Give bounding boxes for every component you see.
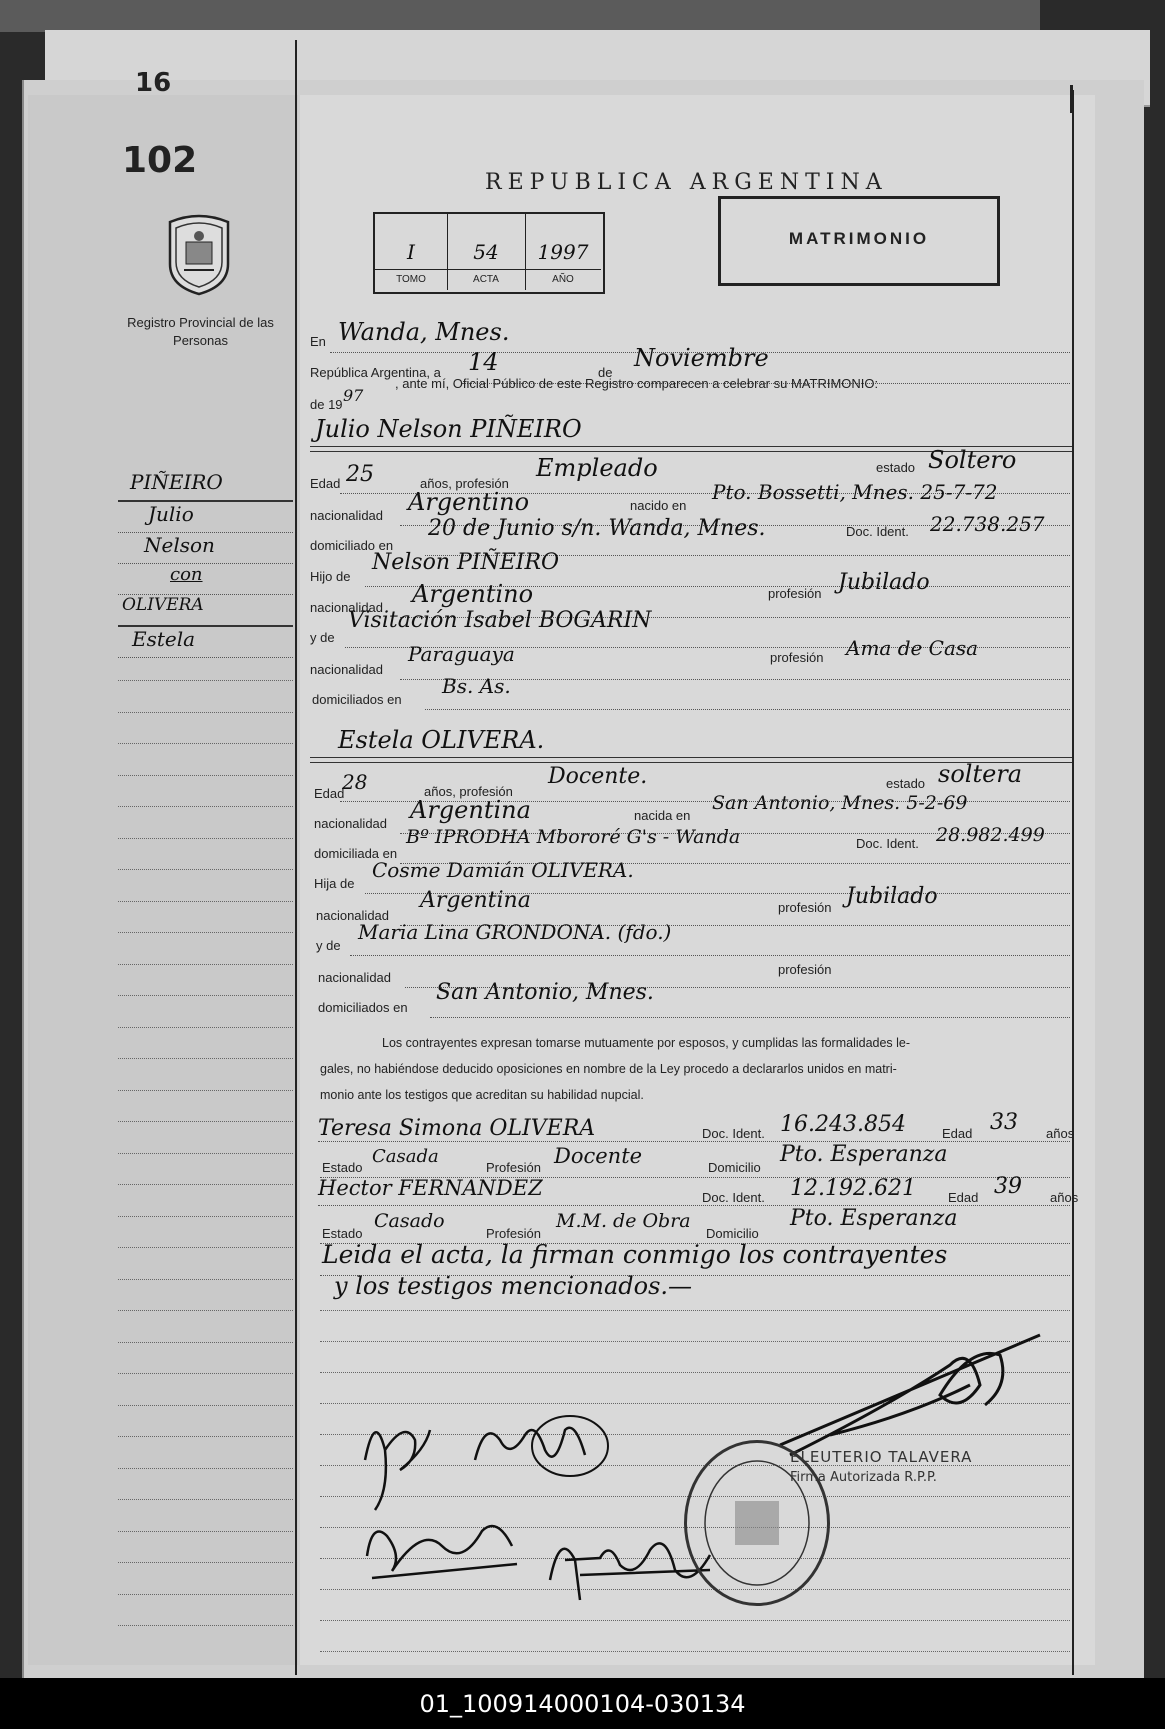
bride-signature-icon [470, 1410, 610, 1482]
groom-age: 25 [346, 462, 374, 487]
ruled-line [118, 932, 293, 933]
ruled-line [118, 1562, 293, 1563]
witness2-doc-label: Doc. Ident. [702, 1190, 765, 1205]
ruled-line [118, 1594, 293, 1595]
ruled-line [118, 1121, 293, 1122]
ruled-line [118, 1247, 293, 1248]
year-suffix: 97 [343, 386, 364, 405]
officer-name: ELEUTERIO TALAVERA [790, 1448, 973, 1466]
ruled-line [118, 1499, 293, 1500]
bride-nacida-label: nacida en [634, 808, 691, 823]
ruled-line [118, 1405, 293, 1406]
groom-doc: 22.738.257 [930, 512, 1045, 536]
right-tick [1070, 85, 1073, 113]
country-heading: REPUBLICA ARGENTINA [485, 170, 888, 195]
groom-father-nat-label: nacionalidad [310, 600, 384, 615]
ruled-line [320, 1310, 1070, 1311]
witness1-estado: Casada [372, 1146, 439, 1167]
margin-annotation [118, 470, 293, 658]
ruled-line [118, 1184, 293, 1185]
ruled-line [118, 1373, 293, 1374]
witness1-age: 33 [990, 1110, 1018, 1135]
line-w1a [318, 1141, 1070, 1142]
ruled-line [118, 1058, 293, 1059]
groom-address: 20 de Junio s/n. Wanda, Mnes. [428, 516, 766, 541]
witness1-signature-icon [362, 1516, 522, 1586]
groom-father-prof-label: profesión [768, 586, 822, 601]
bride-father: Cosme Damián OLIVERA. [372, 858, 634, 882]
groom-father-profession: Jubilado [838, 570, 930, 595]
witness2-estado: Casado [374, 1210, 445, 1232]
witness1-doc-label: Doc. Ident. [702, 1126, 765, 1141]
groom-parents-dom-label: domiciliados en [312, 692, 402, 707]
acta-label: ACTA [447, 269, 525, 290]
bride-doc-label: Doc. Ident. [856, 836, 919, 851]
ruled-line [118, 869, 293, 870]
witness1-profesion-label: Profesión [486, 1160, 541, 1175]
groom-anos-profesion-label: años, profesión [420, 476, 509, 491]
bride-mother-nat-label: nacionalidad [318, 970, 392, 985]
bride-profession: Docente. [548, 764, 648, 789]
ano-value: 1997 [537, 240, 589, 264]
en-label: En [310, 334, 326, 349]
groom-hijo-label: Hijo de [310, 569, 351, 584]
bride-age: 28 [342, 770, 368, 794]
top-strip [0, 0, 1040, 32]
witness2-estado-label: Estado [322, 1226, 363, 1241]
ruled-line [118, 743, 293, 744]
groom-nationality: Argentino [408, 488, 530, 516]
groom-mother-profession: Ama de Casa [846, 636, 979, 660]
witness2-name: Hector FERNANDEZ [318, 1176, 543, 1200]
ruled-line [118, 964, 293, 965]
groom-doc-label: Doc. Ident. [846, 524, 909, 539]
ruled-line [118, 1531, 293, 1532]
groom-mother-nat-label: nacionalidad [310, 662, 384, 677]
margin-rule [295, 40, 297, 1675]
registry-name: Registro Provincial de las Personas [127, 315, 274, 348]
ano-cell [525, 214, 601, 290]
bride-domiciliada-label: domiciliada en [314, 846, 398, 861]
ruled-line [118, 995, 293, 996]
witness2-address: Pto. Esperanza [790, 1206, 958, 1231]
ruled-line [118, 1468, 293, 1469]
witness2-doc: 12.192.621 [790, 1176, 916, 1201]
bride-father-nat-label: nacionalidad [316, 908, 390, 923]
officer-title: Firma Autorizada R.P.P. [790, 1470, 937, 1485]
line-g8 [425, 709, 1070, 710]
groom-nacionalidad-label: nacionalidad [310, 508, 384, 523]
witness1-profession: Docente [554, 1144, 643, 1168]
ruled-line [118, 775, 293, 776]
witness2-profession: M.M. de Obra [556, 1210, 691, 1232]
line-b8 [430, 1017, 1070, 1018]
bride-estado: soltera [938, 760, 1023, 788]
groom-estado-label: estado [876, 460, 916, 475]
bride-mother: Maria Lina GRONDONA. (fdo.) [358, 920, 672, 944]
witness1-doc: 16.243.854 [780, 1112, 906, 1137]
bride-birthplace: San Antonio, Mnes. 5-2-69 [712, 792, 968, 814]
groom-mother: Visitación Isabel BOGARIN [348, 608, 652, 633]
ruled-line [118, 1279, 293, 1280]
witness1-edad-label: Edad [942, 1126, 973, 1141]
ruled-line [320, 1620, 1070, 1621]
acta-cell [447, 214, 526, 290]
groom-domiciliado-label: domiciliado en [310, 538, 394, 553]
bride-father-prof-label: profesión [778, 900, 832, 915]
groom-father: Nelson PIÑEIRO [372, 550, 560, 575]
bride-estado-label: estado [886, 776, 926, 791]
groom-birthplace: Pto. Bossetti, Mnes. 25-7-72 [712, 480, 998, 504]
ruled-line [118, 680, 293, 681]
tomo-cell [375, 214, 448, 290]
de-label: de [598, 365, 613, 380]
witness2-edad-label: Edad [948, 1190, 979, 1205]
line-b6 [350, 955, 1070, 956]
groom-parents-address: Bs. As. [442, 674, 511, 698]
republic-label: República Argentina, a [310, 365, 441, 380]
bride-nacionalidad-label: nacionalidad [314, 816, 388, 831]
right-rule [1072, 90, 1074, 1675]
groom-edad-label: Edad [310, 476, 341, 491]
witness1-anos-label: años [1046, 1126, 1075, 1141]
provincial-seal-icon [160, 212, 238, 296]
ruled-line [118, 901, 293, 902]
page-number: 102 [122, 140, 198, 181]
groom-nacido-label: nacido en [630, 498, 687, 513]
ruled-line [118, 1310, 293, 1311]
groom-mother-nationality: Paraguaya [408, 642, 515, 666]
bride-nationality: Argentina [410, 796, 531, 824]
margin-line-6: Estela [118, 627, 293, 658]
bride-edad-label: Edad [314, 786, 345, 801]
bride-hija-label: Hija de [314, 876, 355, 891]
margin-line-3: Nelson [118, 533, 293, 564]
document-type-box [718, 196, 1000, 286]
bride-yde-label: y de [316, 938, 341, 953]
groom-estado: Soltero [928, 446, 1017, 474]
place: Wanda, Mnes. [338, 318, 510, 346]
ruled-line [118, 838, 293, 839]
year-prefix: de 19 [310, 397, 343, 412]
declaration-line-1: Los contrayentes expresan tomarse mutuamente por esposos, y cumplidas las formalidades le- [382, 1036, 911, 1050]
corner-number: 16 [135, 68, 172, 98]
intro-text: , ante mí, Oficial Público de este Registro comparecen a celebrar su MATRIMONIO: [395, 376, 879, 391]
margin-line-1: PIÑEIRO [118, 470, 293, 502]
witness1-domicilio-label: Domicilio [708, 1160, 761, 1175]
witness2-domicilio-label: Domicilio [706, 1226, 759, 1241]
margin-line-4: con [118, 564, 293, 595]
witness2-age: 39 [994, 1174, 1022, 1199]
bride-parents-address: San Antonio, Mnes. [436, 980, 654, 1005]
witness1-estado-label: Estado [322, 1160, 363, 1175]
ruled-line [118, 1436, 293, 1437]
groom-yde-label: y de [310, 630, 335, 645]
bride-address: Bº IPRODHA Mbororé G's - Wanda [406, 826, 741, 848]
groom-father-nationality: Argentino [412, 580, 534, 608]
closing-line-2: y los testigos mencionados.— [334, 1272, 693, 1300]
document-type: MATRIMONIO [788, 229, 930, 248]
witness2-profesion-label: Profesión [486, 1226, 541, 1241]
ruled-line [118, 1090, 293, 1091]
bride-father-profession: Jubilado [846, 884, 938, 909]
witness1-address: Pto. Esperanza [780, 1142, 948, 1167]
official-stamp [684, 1440, 830, 1606]
ruled-line [118, 1027, 293, 1028]
day: 14 [468, 348, 499, 376]
acta-value: 54 [473, 240, 499, 264]
ruled-line [118, 1342, 293, 1343]
ruled-line [118, 1625, 293, 1626]
groom-name: Julio Nelson PIÑEIRO [315, 415, 582, 443]
tomo-value: I [407, 240, 415, 264]
groom-mother-prof-label: profesión [770, 650, 824, 665]
declaration-line-3: monio ante los testigos que acreditan su habilidad nupcial. [320, 1088, 644, 1102]
bride-mother-prof-label: profesión [778, 962, 832, 977]
bride-anos-profesion-label: años, profesión [424, 784, 513, 799]
declaration-line-2: gales, no habiéndose deducido oposiciones en nombre de la Ley procedo a declararlos unidos en matri- [320, 1062, 897, 1076]
closing-line-1: Leida el acta, la firman conmigo los contrayentes [322, 1240, 948, 1269]
ruled-line [118, 712, 293, 713]
image-code: 01_100914000104-030134 [419, 1690, 746, 1718]
ruled-line [320, 1651, 1070, 1652]
bride-parents-dom-label: domiciliados en [318, 1000, 408, 1015]
month: Noviembre [634, 344, 769, 372]
bride-doc: 28.982.499 [936, 824, 1045, 846]
bride-name: Estela OLIVERA. [338, 726, 545, 754]
margin-line-2: Julio [118, 502, 293, 533]
tomo-label: TOMO [375, 269, 447, 290]
ano-label: AÑO [525, 269, 601, 290]
margin-line-5: OLIVERA [118, 595, 293, 627]
witness2-anos-label: años [1050, 1190, 1079, 1205]
groom-signature-icon [355, 1400, 435, 1520]
ruled-line [118, 806, 293, 807]
ruled-line [118, 1216, 293, 1217]
witness1-name: Teresa Simona OLIVERA [318, 1116, 596, 1141]
record-box [373, 212, 605, 294]
ruled-line [118, 1153, 293, 1154]
groom-profession: Empleado [536, 454, 658, 482]
bride-father-nationality: Argentina [420, 888, 531, 913]
